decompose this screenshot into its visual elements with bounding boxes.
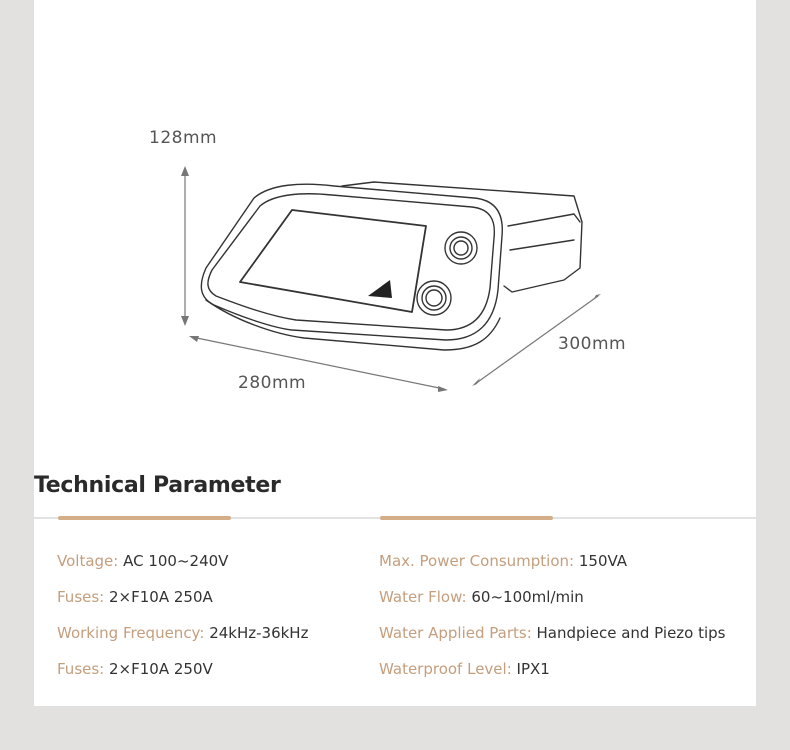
param-value: Handpiece and Piezo tips — [536, 624, 726, 642]
param-value: 2×F10A 250A — [109, 588, 213, 606]
device-illustration — [34, 0, 756, 460]
param-label: Voltage: — [57, 552, 119, 570]
param-label: Fuses: — [57, 588, 105, 606]
param-label: Max. Power Consumption: — [379, 552, 575, 570]
width-dimension-label: 280mm — [238, 373, 307, 393]
param-value: AC 100~240V — [123, 552, 229, 570]
param-fuses — [57, 588, 213, 606]
accent-bar-left — [58, 516, 231, 520]
param-waterproof-level — [379, 660, 550, 678]
param-label: Water Applied Parts: — [379, 624, 532, 642]
param-water-applied-parts — [379, 624, 726, 642]
param-value: 60~100ml/min — [471, 588, 584, 606]
param-working-frequency — [57, 624, 308, 642]
param-voltage — [57, 552, 228, 570]
param-value: IPX1 — [516, 660, 550, 678]
param-value: 150VA — [578, 552, 628, 570]
param-value: 2×F10A 250V — [109, 660, 213, 678]
param-value: 24kHz-36kHz — [209, 624, 309, 642]
param-fuses-2 — [57, 660, 213, 678]
device-line-drawing — [34, 0, 756, 460]
param-label: Fuses: — [57, 660, 105, 678]
product-card — [34, 0, 756, 706]
param-max-power — [379, 552, 627, 570]
accent-bar-right — [380, 516, 553, 520]
depth-dimension-label: 300mm — [558, 334, 627, 354]
height-dimension-label: 128mm — [149, 128, 218, 148]
param-label: Working Frequency: — [57, 624, 205, 642]
param-label: Water Flow: — [379, 588, 467, 606]
param-water-flow — [379, 588, 584, 606]
section-title: Technical Parameter — [34, 473, 281, 498]
param-label: Waterproof Level: — [379, 660, 512, 678]
